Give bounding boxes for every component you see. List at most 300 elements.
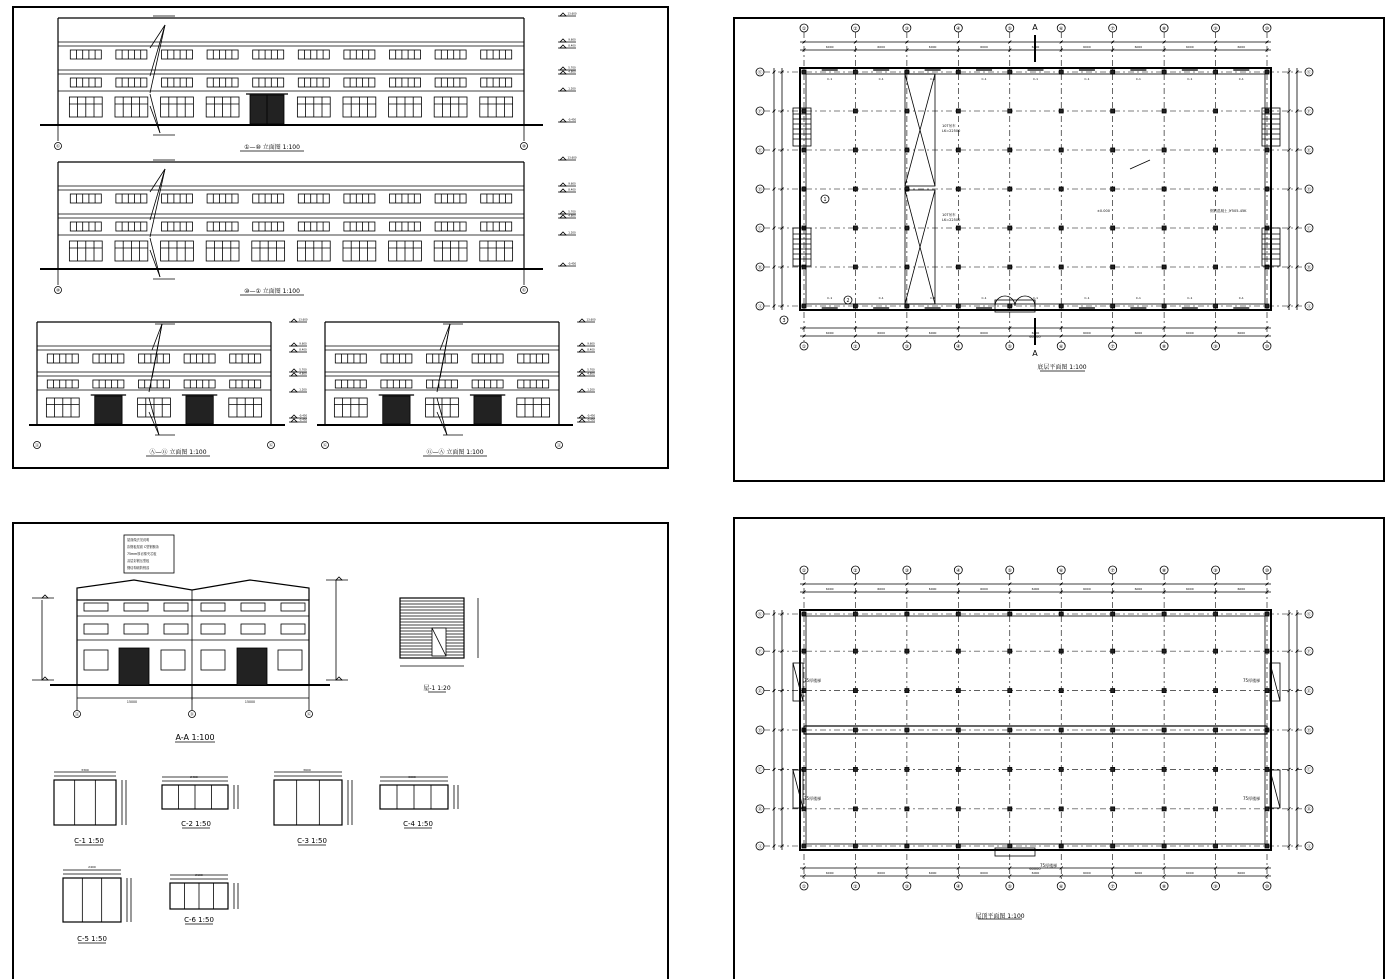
elev-long-a-level-value: -0.450: [567, 118, 577, 122]
elev-long-b-level-value: 5.700: [568, 210, 576, 214]
steel-column: [905, 70, 909, 74]
steel-column: [1111, 304, 1115, 308]
elev-long-b-upper-window: [389, 194, 420, 203]
window-tag: C-1: [1135, 77, 1141, 81]
window-tag: C-1: [827, 296, 833, 300]
steel-column: [1214, 767, 1218, 771]
elev-long-a-level-triangle: [560, 88, 566, 91]
window-dim-c1: 3300: [81, 768, 89, 772]
steel-column: [1214, 226, 1218, 230]
elev-long-b-upper-window: [435, 194, 466, 203]
elev-long-a-level-value: 13.600: [567, 12, 577, 16]
column-axis-top-label: ⑤: [1007, 568, 1012, 574]
steel-column: [1265, 70, 1269, 74]
steel-column: [1008, 649, 1012, 653]
elev-long-a-mid-window: [389, 78, 420, 87]
elev-long-a-level-value: 5.700: [568, 66, 576, 70]
window-tag: C-1: [1084, 296, 1090, 300]
elev-short-a-door: [186, 396, 213, 424]
row-axis-right-label: Ⓓ: [1306, 728, 1312, 734]
elev-long-b-mid-window: [161, 222, 192, 231]
bay-dimension: 6000: [928, 331, 937, 335]
elev-short-b-upper-window: [426, 354, 457, 363]
elev-long-b-mid-window: [207, 222, 238, 231]
window-label-c5: C-5 1:50: [77, 935, 107, 943]
steel-column: [802, 767, 806, 771]
elev-long-b-mid-window: [298, 222, 329, 231]
elev-short-b-level-triangle: [579, 415, 585, 418]
section-ground-window: [278, 650, 302, 670]
elev-short-a-upper-window: [184, 354, 215, 363]
elev-long-b-upper-window: [253, 194, 284, 203]
section-note-3: 75mm厚岩棉夹芯板: [127, 552, 157, 556]
section-mid-window: [164, 624, 188, 634]
elev-short-a-upper-window: [230, 354, 261, 363]
steel-column: [802, 148, 806, 152]
window-tag: C-1: [1187, 296, 1193, 300]
section-span-dim-1: 15000: [126, 700, 138, 704]
window-tag: C-1: [1032, 77, 1039, 81]
column-axis-bottom-label: ⑩: [1264, 344, 1270, 350]
window-c5: [63, 878, 121, 922]
elev-short-a-level-triangle: [291, 369, 297, 372]
steel-column: [1059, 109, 1063, 113]
steel-column: [1265, 767, 1269, 771]
elev-long-a-upper-window: [344, 50, 375, 59]
window-tag: C-1: [1084, 77, 1090, 81]
elev-short-b-level-triangle: [579, 319, 585, 322]
steel-column: [1162, 148, 1166, 152]
row-axis-left-label: Ⓖ: [757, 70, 763, 76]
bay-dimension: 6000: [825, 587, 834, 591]
column-axis-bottom-label: ⑧: [1161, 344, 1167, 350]
detail-title: 屋-1 1:20: [423, 685, 451, 692]
steel-column: [1111, 844, 1115, 848]
elev-long-a-upper-window: [435, 50, 466, 59]
elev-short-b-level-value: 4.800: [587, 372, 595, 376]
bay-dimension: 6000: [1134, 871, 1143, 875]
column-axis-top-label: ④: [956, 26, 961, 32]
crane-label-2: 10T吊车: [942, 213, 956, 217]
row-axis-left-label: Ⓓ: [757, 728, 763, 734]
elev-long-a-axis-right-label: ⑩: [522, 143, 526, 149]
column-axis-bottom-label: ⑤: [1007, 884, 1012, 890]
column-axis-top-label: ⑥: [1059, 26, 1064, 32]
elev-long-a-leader: [150, 106, 160, 133]
steel-column: [905, 807, 909, 811]
steel-column: [956, 807, 960, 811]
column-axis-bottom-label: ①: [801, 344, 807, 350]
steel-column: [956, 612, 960, 616]
steel-column: [905, 304, 909, 308]
row-axis-right-label: Ⓓ: [1306, 187, 1312, 193]
row-axis-right-label: Ⓖ: [1306, 70, 1312, 76]
column-axis-bottom-label: ⑩: [1264, 884, 1270, 890]
column-axis-top-label: ⑩: [1264, 26, 1270, 32]
bay-dimension: 6000: [928, 45, 937, 49]
section-upper-window: [124, 603, 148, 611]
elev-long-a-mid-window: [298, 78, 329, 87]
steel-column: [1214, 148, 1218, 152]
steel-column: [1059, 728, 1063, 732]
elev-short-a-level-value: -0.450: [298, 418, 308, 422]
elev-long-a-upper-window: [70, 50, 101, 59]
section-mid-window: [201, 624, 225, 634]
elev-long-a-mid-window: [161, 78, 192, 87]
elev-long-b-level-triangle: [560, 215, 566, 218]
upper-stair-3-diag: [793, 770, 803, 808]
steel-column: [853, 226, 857, 230]
elev-long-b-upper-window: [116, 194, 147, 203]
steel-column: [956, 689, 960, 693]
section-level-triangle: [42, 595, 48, 598]
steel-column: [1162, 187, 1166, 191]
elev-short-b-level-value: -0.450: [586, 414, 596, 418]
elev-short-a-mid-window: [47, 380, 78, 388]
steel-column: [1008, 70, 1012, 74]
bay-dimension: 6000: [877, 587, 885, 591]
elev-long-b-level-value: 9.600: [568, 182, 576, 186]
steel-column: [1111, 689, 1115, 693]
elev-long-a-mid-window: [481, 78, 512, 87]
elev-short-b-level-triangle: [579, 369, 585, 372]
bay-dimension: 6000: [877, 871, 885, 875]
section-mark-top: A: [1032, 23, 1038, 32]
elev-short-b-level-value: -0.450: [586, 418, 596, 422]
section-title: A-A 1:100: [175, 733, 215, 742]
column-axis-bottom-label: ④: [956, 344, 961, 350]
section-mid-window: [281, 624, 305, 634]
elev-short-b-level-triangle: [579, 419, 585, 422]
bay-dimension: 6000: [928, 871, 937, 875]
steel-column: [1059, 689, 1063, 693]
steel-column: [1008, 689, 1012, 693]
steel-column: [1008, 728, 1012, 732]
steel-column: [853, 689, 857, 693]
steel-column: [1265, 187, 1269, 191]
elev-long-a-upper-window: [389, 50, 420, 59]
window-dim-c4: 3000: [408, 775, 416, 779]
section-level-triangle: [42, 677, 48, 680]
window-label-c3: C-3 1:50: [297, 837, 327, 845]
elev-long-a-level-triangle: [560, 45, 566, 48]
steel-column: [1162, 844, 1166, 848]
upper-plan-title: 屋顶平面图 1:100: [975, 913, 1025, 920]
column-axis-bottom-label: ⑥: [1059, 344, 1064, 350]
steel-column: [802, 649, 806, 653]
elev-short-b-mid-window: [335, 380, 366, 388]
elev-short-b-level-triangle: [579, 349, 585, 352]
section-roof-profile: [77, 580, 309, 600]
row-axis-right-label: Ⓐ: [1306, 844, 1312, 850]
bay-dimension: 6000: [1031, 45, 1040, 49]
elev-short-b-level-value: 13.600: [586, 318, 596, 322]
steel-column: [853, 807, 857, 811]
section-axis-bubble-label: Ⓐ: [74, 711, 80, 717]
row-axis-left-label: Ⓕ: [757, 649, 763, 655]
steel-column: [1265, 612, 1269, 616]
elev-short-a-level-value: -0.450: [298, 414, 308, 418]
steel-column: [1214, 689, 1218, 693]
column-axis-top-label: ⑥: [1059, 568, 1064, 574]
column-axis-bottom-label: ②: [853, 344, 858, 350]
detail-bubble-label: 3: [782, 318, 786, 324]
bay-dimension: 6000: [1186, 871, 1194, 875]
elev-long-a-level-triangle: [560, 67, 566, 70]
steel-column: [905, 226, 909, 230]
elev-long-b-level-triangle: [560, 232, 566, 235]
column-axis-top-label: ④: [956, 568, 961, 574]
window-dim-c2: 2400: [190, 775, 198, 779]
bay-dimension: 6000: [980, 331, 988, 335]
window-dim-c3: 3600: [303, 768, 311, 772]
crane-span-2: LK=22500: [942, 218, 961, 222]
section-sheet: [32, 535, 478, 943]
row-axis-left-label: Ⓓ: [757, 187, 763, 193]
row-axis-right-label: Ⓕ: [1306, 649, 1312, 655]
column-axis-top-label: ⑤: [1007, 26, 1012, 32]
steel-column: [1059, 649, 1063, 653]
note-leader: [1130, 160, 1150, 169]
steel-column: [1111, 767, 1115, 771]
stair-label-3: 75厚楼梯: [804, 796, 822, 801]
elev-long-b-level-value: 1.200: [568, 231, 576, 235]
steel-column: [956, 226, 960, 230]
ground-plan-sheet: [756, 24, 1313, 371]
bay-dimension: 6000: [1083, 331, 1091, 335]
elev-long-b-level-triangle: [560, 189, 566, 192]
steel-column: [1111, 728, 1115, 732]
elev-short-a-level-triangle: [291, 419, 297, 422]
section-mid-window: [124, 624, 148, 634]
elev-long-a-upper-window: [253, 50, 284, 59]
steel-column: [853, 265, 857, 269]
elev-long-b-level-value: 8.400: [568, 188, 576, 192]
elev-short-b-upper-window: [472, 354, 503, 363]
elev-long-b-axis-right-label: ①: [522, 287, 526, 293]
steel-column: [853, 70, 857, 74]
steel-column: [1265, 148, 1269, 152]
elev-short-a-upper-window: [93, 354, 124, 363]
column-axis-top-label: ⑨: [1213, 568, 1218, 574]
section-mid-window: [84, 624, 108, 634]
column-axis-top-label: ③: [904, 26, 910, 32]
window-tag: C-1: [930, 77, 936, 81]
bay-dimension: 6000: [1031, 871, 1040, 875]
elev-long-b-upper-window: [298, 194, 329, 203]
bay-dimension: 6000: [980, 871, 988, 875]
elev-long-b-level-triangle: [560, 263, 566, 266]
stair-label-4: 75厚楼梯: [1243, 796, 1261, 801]
elev-short-a-level-triangle: [291, 349, 297, 352]
elev-short-a-level-triangle: [291, 389, 297, 392]
bay-dimension: 6000: [1134, 45, 1143, 49]
column-axis-bottom-label: ⑨: [1213, 884, 1218, 890]
column-axis-bottom-label: ⑦: [1110, 344, 1115, 350]
section-upper-window: [164, 603, 188, 611]
steel-column: [1214, 807, 1218, 811]
steel-column: [1059, 226, 1063, 230]
bay-dimension: 6000: [980, 45, 988, 49]
column-axis-bottom-label: ②: [853, 884, 858, 890]
steel-column: [1265, 689, 1269, 693]
steel-column: [802, 689, 806, 693]
elev-long-a-mid-window: [116, 78, 147, 87]
window-label-c2: C-2 1:50: [181, 820, 211, 828]
bay-dimension: 6000: [1083, 871, 1091, 875]
row-axis-left-label: Ⓖ: [757, 612, 763, 618]
steel-column: [1265, 844, 1269, 848]
section-note-5: 钢结构刷防锈漆: [127, 566, 150, 570]
bay-dimension: 6000: [1031, 331, 1040, 335]
stair-label-1: 75厚楼梯: [804, 678, 822, 683]
elev-short-b-level-value: 8.400: [587, 348, 595, 352]
elev-long-b-mid-window: [435, 222, 466, 231]
elev-long-a-mid-window: [207, 78, 238, 87]
row-axis-right-label: Ⓑ: [1306, 265, 1312, 271]
elev-long-a-level-value: 9.600: [568, 38, 576, 42]
column-axis-top-label: ②: [853, 26, 858, 32]
column-axis-top-label: ⑨: [1213, 26, 1218, 32]
steel-column: [1008, 187, 1012, 191]
window-label-c1: C-1 1:50: [74, 837, 104, 845]
elev-long-b-mid-window: [344, 222, 375, 231]
elev-short-a-axis-left-label: Ⓐ: [34, 442, 40, 448]
elev-short-a-upper-window: [47, 354, 78, 363]
section-door: [119, 648, 149, 685]
window-tag: C-1: [827, 77, 833, 81]
row-axis-right-label: Ⓐ: [1306, 304, 1312, 310]
steel-column: [1059, 187, 1063, 191]
steel-column: [853, 649, 857, 653]
elev-long-b-level-value: -0.450: [567, 262, 577, 266]
section-upper-window: [241, 603, 265, 611]
column-axis-bottom-label: ③: [904, 884, 910, 890]
bay-dimension: 6000: [1134, 587, 1143, 591]
crane-span-1: LK=22500: [942, 129, 961, 133]
steel-column: [1111, 612, 1115, 616]
elev-long-b-level-triangle: [560, 157, 566, 160]
steel-column: [1059, 807, 1063, 811]
ground-plan-title: 底层平面图 1:100: [1037, 364, 1087, 371]
steel-column: [853, 187, 857, 191]
window-c1: [54, 780, 116, 825]
elev-long-a-level-triangle: [560, 13, 566, 16]
column-axis-top-label: ⑦: [1110, 26, 1115, 32]
elev-short-a-level-triangle: [291, 319, 297, 322]
section-axis-bubble-label: Ⓓ: [189, 711, 195, 717]
elev-short-a-level-value: 1.200: [299, 388, 307, 392]
steel-column: [1059, 612, 1063, 616]
elev-long-b-leader: [150, 238, 160, 277]
steel-column: [1111, 187, 1115, 191]
row-axis-left-label: Ⓑ: [757, 265, 763, 271]
steel-column: [956, 844, 960, 848]
steel-column: [1111, 265, 1115, 269]
steel-column: [1008, 265, 1012, 269]
steel-column: [802, 304, 806, 308]
steel-column: [1214, 109, 1218, 113]
steel-column: [1162, 728, 1166, 732]
ground-total-dim: 60000: [1029, 335, 1041, 339]
elev-long-a-level-value: 8.400: [568, 44, 576, 48]
steel-column: [853, 109, 857, 113]
steel-column: [853, 844, 857, 848]
elev-long-b-mid-window: [70, 222, 101, 231]
ground-grade: ±0.000: [1097, 209, 1110, 213]
section-door: [237, 648, 267, 685]
row-axis-right-label: Ⓕ: [1306, 109, 1312, 115]
steel-column: [956, 265, 960, 269]
steel-column: [905, 148, 909, 152]
steel-column: [1162, 807, 1166, 811]
steel-column: [1162, 767, 1166, 771]
elev-short-b-upper-window: [518, 354, 549, 363]
section-level-triangle: [336, 677, 342, 680]
elev-long-a-level-triangle: [560, 119, 566, 122]
elev-short-b-level-value: 9.600: [587, 342, 595, 346]
bay-dimension: 6000: [1031, 587, 1040, 591]
steel-column: [853, 612, 857, 616]
row-axis-left-label: Ⓒ: [757, 768, 763, 774]
steel-column: [905, 728, 909, 732]
column-axis-bottom-label: ⑨: [1213, 344, 1218, 350]
steel-column: [1008, 767, 1012, 771]
steel-column: [1111, 649, 1115, 653]
steel-column: [802, 109, 806, 113]
steel-column: [853, 148, 857, 152]
steel-column: [905, 649, 909, 653]
window-tag: C-1: [878, 296, 884, 300]
section-upper-window: [201, 603, 225, 611]
elev-long-a-mid-window: [344, 78, 375, 87]
elev-short-b-door: [383, 396, 410, 424]
elev-short-a-door: [95, 396, 122, 424]
bay-dimension: 6000: [1083, 587, 1091, 591]
section-note-2: 彩钢板屋面 C型钢檩条: [127, 545, 159, 549]
steel-column: [1162, 109, 1166, 113]
column-axis-top-label: ⑩: [1264, 568, 1270, 574]
window-tag: C-1: [981, 77, 987, 81]
steel-column: [1265, 304, 1269, 308]
bay-dimension: 6000: [877, 331, 885, 335]
detail-bubble-label: 1: [823, 197, 827, 203]
elev-short-b-upper-window: [381, 354, 412, 363]
window-tag: C-1: [1238, 296, 1244, 300]
stair-label-5: 75厚楼梯: [1040, 863, 1058, 868]
section-note-4: 双层彩钢压型板: [127, 559, 150, 563]
steel-column: [1214, 728, 1218, 732]
steel-column: [956, 70, 960, 74]
row-axis-left-label: Ⓐ: [757, 844, 763, 850]
bay-dimension: 6000: [1186, 331, 1194, 335]
section-outline: [77, 600, 309, 685]
elev-short-a-mid-window: [138, 380, 169, 388]
steel-column: [1008, 109, 1012, 113]
bay-dimension: 6000: [1237, 871, 1246, 875]
elev-long-a-level-triangle: [560, 39, 566, 42]
elev-short-b-level-triangle: [579, 373, 585, 376]
elev-short-a-level-triangle: [291, 415, 297, 418]
steel-column: [905, 612, 909, 616]
window-tag: C-1: [930, 296, 936, 300]
elev-short-a-level-value: 4.800: [299, 372, 307, 376]
bay-dimension: 6000: [928, 587, 937, 591]
elev-long-a-mid-window: [70, 78, 101, 87]
elev-long-a-level-value: 4.800: [568, 70, 576, 74]
elev-long-b-leader: [150, 250, 160, 277]
window-label-c4: C-4 1:50: [403, 820, 433, 828]
